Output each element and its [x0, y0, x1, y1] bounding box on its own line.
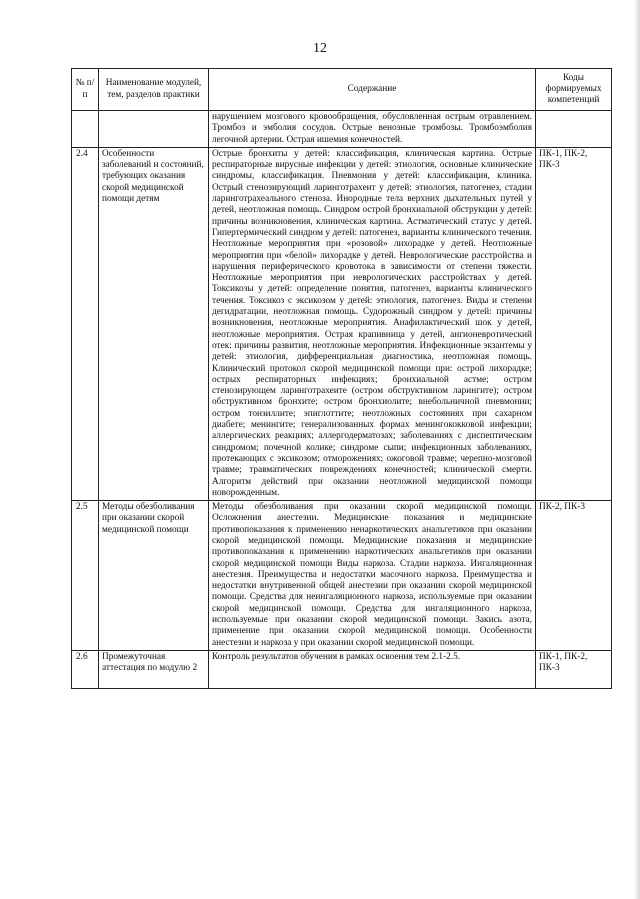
table-row [72, 147, 612, 500]
table-header-row [72, 69, 612, 111]
curriculum-table [71, 68, 612, 689]
header-codes: Коды формируемых компетенций [536, 69, 612, 111]
scan-edge-shadow [634, 0, 640, 899]
row-content: Контроль результатов обучения в рамках освоения тем 2.1-2.5. [209, 650, 536, 688]
table-row [72, 650, 612, 688]
row-codes: ПК-2, ПК-3 [536, 501, 612, 651]
row-name: Методы обезболивания при оказании скорой медицинской помощи [99, 501, 209, 651]
header-name: Наименование модулей, тем, разделов практики [99, 69, 209, 111]
page-number: 12 [313, 41, 327, 56]
row-num: 2.6 [72, 650, 99, 688]
row-num: 2.5 [72, 501, 99, 651]
row-codes: ПК-1, ПК-2, ПК-3 [536, 147, 612, 500]
row-content: Острые бронхиты у детей: классификация, клиническая картина. Острые респираторные вирусные инфекции у детей: этиология, основные клинические синдромы, классификация. Пневмония у детей: классификация, клиника. Острый стенозирующий ларинготрахеит у детей: этиология, патогенез, стадии ларинготрахеального стеноза. Инородные тела верхних дыхательных путей у детей, неотложная помощь. Синдром острой бронхиальной обструкции у детей: причины возникновения, клиническая картина. Астматический статус у детей. Гипертермический синдром у детей: патогенез, варианты клинического течения. Неотложные мероприятия при «розовой» лихорадке у детей. Неотложные мероприятия при «белой» лихорадке у детей. Неврологические расстройства и нарушения периферического кровотока в зависимости от степени тяжести. Неотложные мероприятия при неврологических расстройствах у детей. Токсикозы у детей: определение понятия, патогенез, варианты клинического течения. Токсикоз с эксикозом у детей: этиология, патогенез. Виды и степени дегидратации, неотложная помощь. Судорожный синдром у детей: причины возникновения, неотложные мероприятия. Анафилактический шок у детей, неотложные мероприятия. Острая крапивница у детей, ангионевротический отек: причины развития, неотложные мероприятия. Инфекционные экзантемы у детей: этиология, дифференциальная диагностика, неотложная помощь. Клинический протокол скорой медицинской помощи при: острой лихорадке; острых респираторных инфекциях; бронхиальной астме; остром стенозирующем ларинготрахеите (остром обструктивном ларингите); остром обструктивном бронхите; остром бронхиолите; внебольничной пневмонии; остром тонзиллите; эпиглоттите; неотложных состояниях при сахарном диабете; менингите; генерализованных формах менингококковой инфекции; аллергических реакциях; аллергодерматозах; заболеваниях с диспептическим синдромом; почечной колике; синдроме сыпи; инфекционных заболеваниях, протекающих с эксикозом; отморожениях; ожоговой травме; черепно-мозговой травме; травматических повреждениях конечностей; клинической смерти. Алгоритм действий при оказании неотложной медицинской помощи новорожденным. [209, 147, 536, 500]
row-content: Методы обезболивания при оказании скорой медицинской помощи. Осложнения анестезии. Медицинские показания и медицинские противопоказания к применению ненаркотических анальгетиков при оказании скорой медицинской помощи. Медицинские показания и медицинские противопоказания к применению наркотических анальгетиков при оказании скорой медицинской помощи Виды наркоза. Стадии наркоза. Ингаляционная анестезия. Преимущества и недостатки масочного наркоза. Преимущества и недостатки внутривенной общей анестезии при оказании скорой медицинской помощи. Средства для неингаляционного наркоза, используемые при оказании скорой медицинской помощи. Средства для ингаляционного наркоза, используемые при оказании скорой медицинской помощи. Закись азота, применение при оказании скорой медицинской помощи. Особенности анестезии и наркоза у при оказании скорой медицинской помощи. [209, 501, 536, 651]
row-num: 2.4 [72, 147, 99, 500]
row-name: Промежуточная аттестация по модулю 2 [99, 650, 209, 688]
row-codes: ПК-1, ПК-2, ПК-3 [536, 650, 612, 688]
row-num [72, 111, 99, 148]
header-num: № п/п [72, 69, 99, 111]
table-row [72, 111, 612, 148]
row-content: нарушением мозгового кровообращения, обусловленная острым отравлением. Тромбоз и эмболия сосудов. Острые венозные тромбозы. Тромбоэмболия легочной артерии. Острая ишемия конечностей. [209, 111, 536, 148]
header-content: Содержание [209, 69, 536, 111]
row-name [99, 111, 209, 148]
table-row [72, 501, 612, 651]
row-name: Особенности заболеваний и состояний, требующих оказания скорой медицинской помощи детям [99, 147, 209, 500]
row-codes [536, 111, 612, 148]
